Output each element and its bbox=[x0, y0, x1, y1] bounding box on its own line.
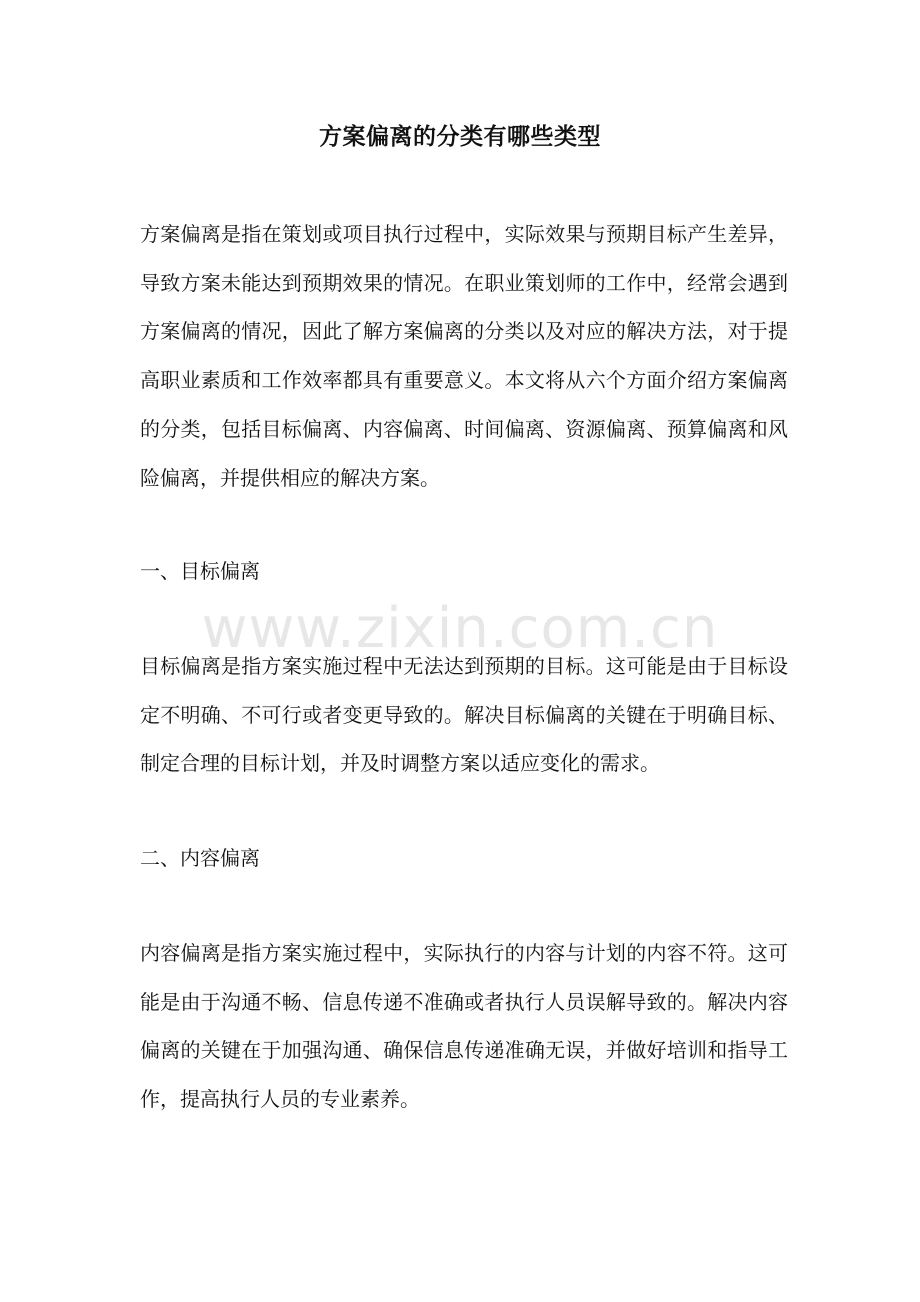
section-heading-content-deviation: 二、内容偏离 bbox=[140, 846, 260, 870]
section-heading-goal-deviation: 一、目标偏离 bbox=[140, 559, 260, 583]
section-body-content-deviation: 内容偏离是指方案实施过程中，实际执行的内容与计划的内容不符。这可能是由于沟通不畅、信息传递不准确或者执行人员误解导致的。解决内容偏离的关键在于加强沟通、确保信息传递准确无误，并做好培训和指导工作，提高执行人员的专业素养。 bbox=[140, 941, 788, 1112]
watermark: www.zixin.com.cn bbox=[201, 596, 719, 661]
document-title: 方案偏离的分类有哪些类型 bbox=[319, 123, 601, 150]
section-body-goal-deviation: 目标偏离是指方案实施过程中无法达到预期的目标。这可能是由于目标设定不明确、不可行或者变更导致的。解决目标偏离的关键在于明确目标、制定合理的目标计划，并及时调整方案以适应变化的需求。 bbox=[140, 654, 788, 776]
intro-paragraph: 方案偏离是指在策划或项目执行过程中，实际效果与预期目标产生差异，导致方案未能达到预期效果的情况。在职业策划师的工作中，经常会遇到方案偏离的情况，因此了解方案偏离的分类以及对应的解决方法，对于提高职业素质和工作效率都具有重要意义。本文将从六个方面介绍方案偏离的分类，包括目标偏离、内容偏离、时间偏离、资源偏离、预算偏离和风险偏离，并提供相应的解决方案。 bbox=[140, 222, 788, 490]
